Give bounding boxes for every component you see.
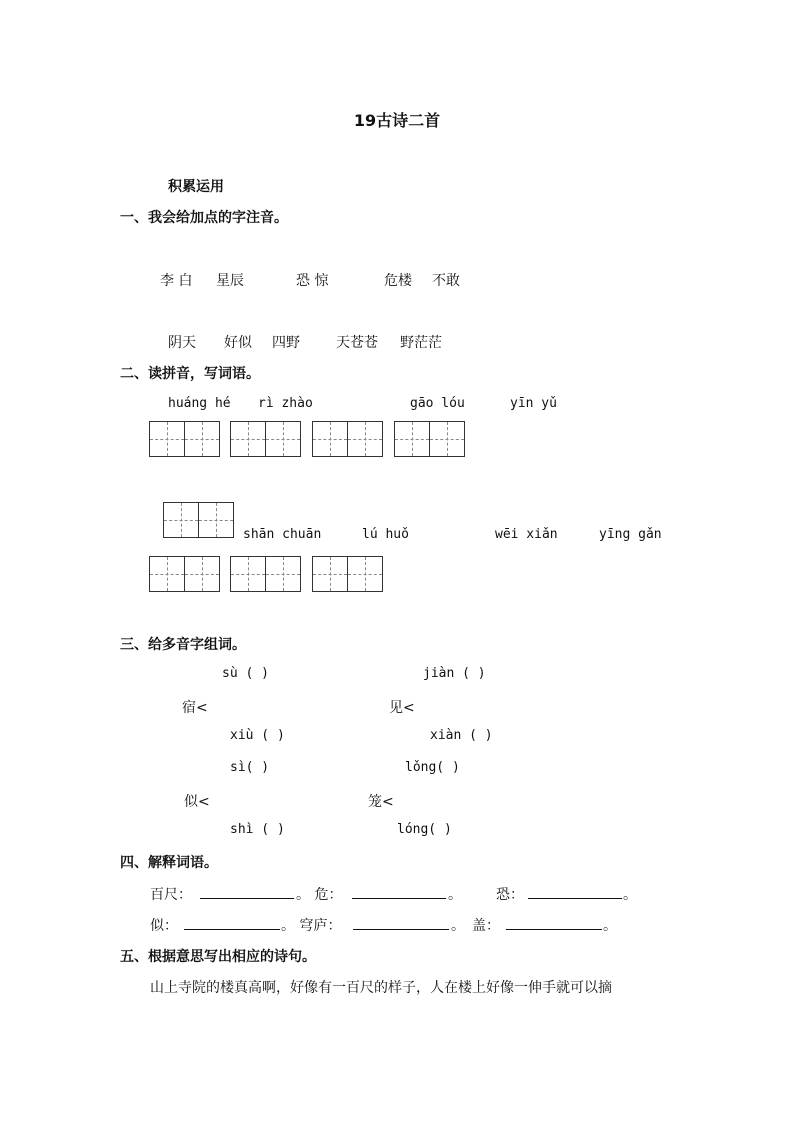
section-3-heading: 三、给多音字组词。 (120, 637, 246, 653)
pinyin-weixian: wēi xiǎn (495, 527, 558, 542)
polyphone-shi: shì ( ) (230, 822, 285, 837)
page-title: 19古诗二首 (353, 111, 441, 130)
polyphone-char-long: 笼< (368, 794, 394, 810)
section-2-heading: 二、读拼音，写词语。 (120, 366, 260, 382)
word-weilou: 危楼 (384, 273, 412, 289)
writing-grid-gaolou[interactable] (312, 421, 383, 457)
define-baichi-label: 百尺： (150, 887, 192, 903)
define-gai-end: 。 (603, 918, 617, 934)
word-siye: 四野 (272, 335, 300, 351)
writing-grid-yinyu[interactable] (394, 421, 465, 457)
define-kong-blank[interactable] (528, 884, 622, 903)
writing-grid-weixian[interactable] (312, 556, 383, 592)
word-bugan: 不敢 (432, 273, 460, 289)
section-subtitle: 积累运用 (168, 179, 224, 195)
section-5-heading: 五、根据意思写出相应的诗句。 (120, 949, 316, 965)
polyphone-long2: lóng( ) (397, 822, 452, 837)
define-si-blank[interactable] (184, 915, 280, 934)
define-kong-label: 恐： (496, 887, 524, 903)
word-haosi: 好似 (224, 335, 252, 351)
define-gai-blank[interactable] (506, 915, 602, 934)
writing-grid-extra[interactable] (163, 502, 234, 538)
pinyin-gaolou: gāo lóu (410, 396, 465, 411)
word-xingchen: 星辰 (216, 273, 244, 289)
section-1-heading: 一、我会给加点的字注音。 (120, 210, 288, 226)
pinyin-rizhao: rì zhào (258, 396, 313, 411)
word-kongjing: 恐 惊 (296, 273, 329, 289)
define-baichi-blank[interactable] (200, 884, 294, 903)
word-yintian: 阴天 (168, 335, 196, 351)
word-libai: 李 白 (160, 273, 193, 289)
polyphone-su: sù ( ) (222, 666, 269, 681)
define-gai-label: 盖： (472, 918, 500, 934)
define-qionglu-label: 。 穹庐： (281, 918, 342, 934)
polyphone-char-jian: 见< (389, 700, 415, 716)
writing-grid-shanchuan[interactable] (149, 556, 220, 592)
define-qionglu-end: 。 (451, 918, 465, 934)
define-wei-end: 。 (448, 887, 462, 903)
polyphone-xian: xiàn ( ) (430, 728, 493, 743)
polyphone-jian: jiàn ( ) (423, 666, 486, 681)
writing-grid-luhuo[interactable] (230, 556, 301, 592)
pinyin-shanchuan: shān chuān (243, 527, 322, 542)
pinyin-yinyu: yīn yǔ (510, 396, 557, 411)
writing-grid-rizhao[interactable] (230, 421, 301, 457)
word-yemangmang: 野茫茫 (400, 335, 442, 351)
section-4-heading: 四、解释词语。 (120, 855, 218, 871)
polyphone-char-si: 似< (184, 794, 210, 810)
pinyin-yinggan: yīng gǎn (599, 527, 662, 542)
polyphone-si: sì( ) (230, 760, 270, 775)
define-si-label: 似： (150, 918, 178, 934)
pinyin-huanghe: huáng hé (168, 396, 231, 411)
writing-grid-huanghe[interactable] (149, 421, 220, 457)
define-wei-blank[interactable] (352, 884, 446, 903)
polyphone-xiu: xiù ( ) (230, 728, 285, 743)
polyphone-char-su: 宿< (182, 700, 208, 716)
define-qionglu-blank[interactable] (353, 915, 449, 934)
pinyin-luhuo: lú huǒ (362, 527, 409, 542)
polyphone-long3: lǒng( ) (405, 760, 460, 775)
define-kong-end: 。 (623, 887, 637, 903)
word-tiancangcang: 天苍苍 (336, 335, 378, 351)
section-5-text: 山上寺院的楼真高啊，好像有一百尺的样子，人在楼上好像一伸手就可以摘 (150, 980, 612, 996)
define-wei-label: 。 危： (296, 887, 343, 903)
